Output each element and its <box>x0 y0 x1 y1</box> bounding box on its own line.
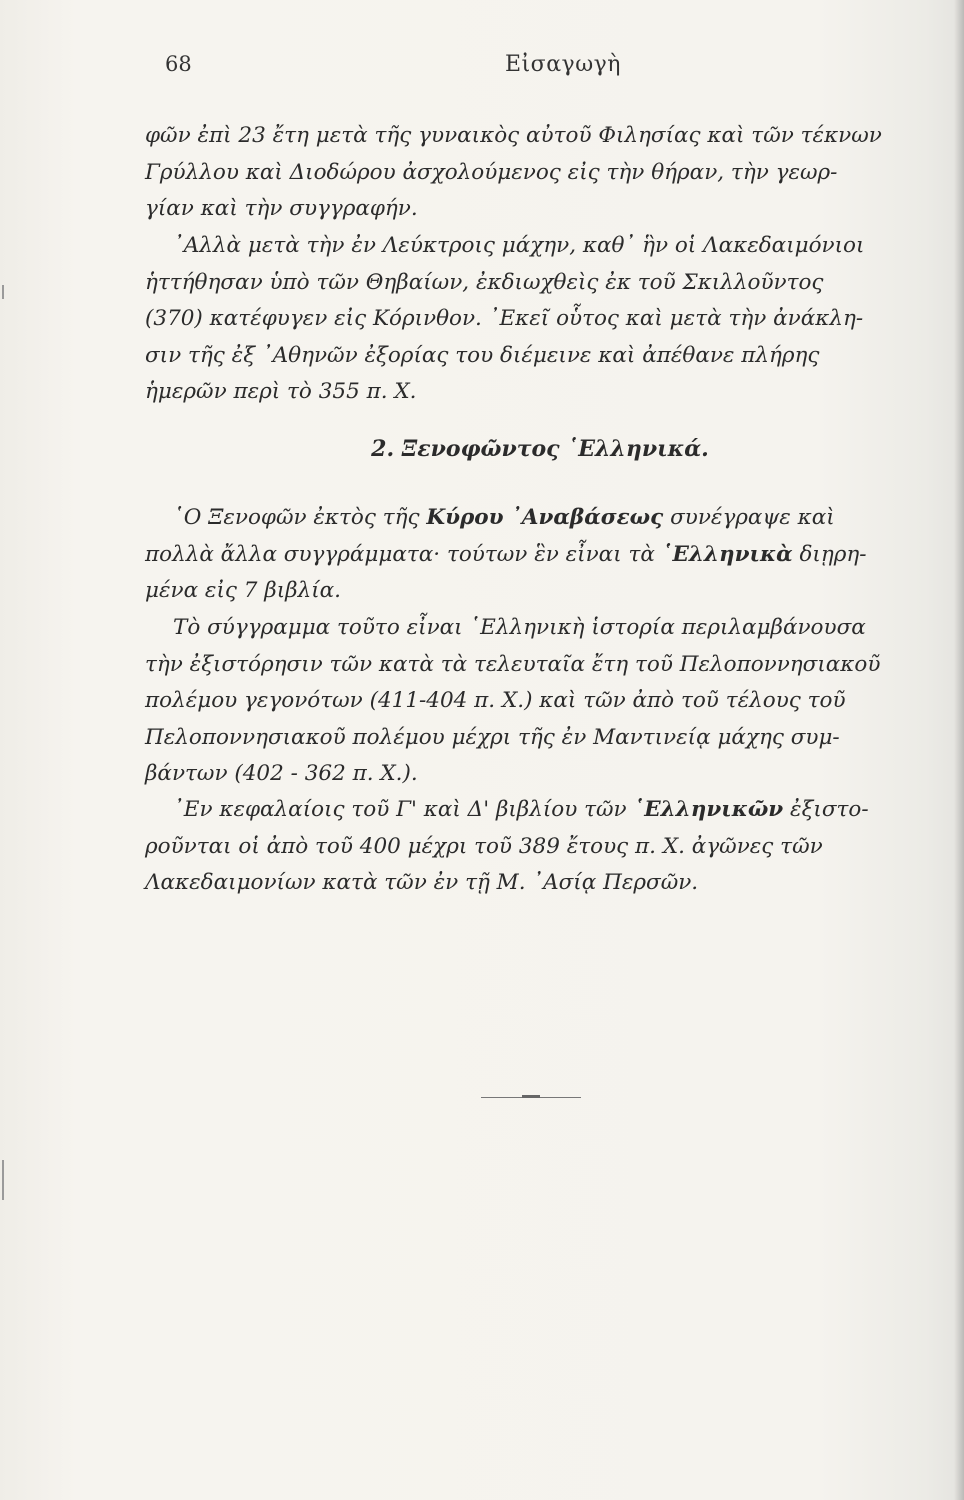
text-line <box>145 537 935 574</box>
page-number: 68 <box>165 52 192 76</box>
text-line: ροῦνται οἱ ἀπὸ τοῦ 400 μέχρι τοῦ 389 ἔτους π. Χ. ἀγῶνες τῶν <box>145 833 823 859</box>
paragraph-xenophon-works <box>145 500 935 610</box>
text-line: βάντων (402 - 362 π. Χ.). <box>145 761 418 786</box>
bold-title: ῾Ελληνικῶν <box>633 797 784 822</box>
text-segment: ᾿Εν κεφαλαίοις τοῦ Γ' καὶ Δ' βιβλίου τῶν <box>173 797 634 822</box>
text-line <box>145 500 935 537</box>
text-line: ἡττήθησαν ὑπὸ τῶν Θηβαίων, ἐκδιωχθεὶς ἐκ τοῦ Σκιλλοῦντος <box>145 269 824 295</box>
text-segment: ἐξιστο- <box>783 797 869 822</box>
text-line: Πελοποννησιακοῦ πολέμου μέχρι τῆς ἐν Μαντινείᾳ μάχης συμ- <box>145 724 840 750</box>
text-segment: πολλὰ ἄλλα συγγράμματα· τούτων ἓν εἶναι τὰ <box>145 541 662 567</box>
scan-mark <box>2 285 4 299</box>
text-line <box>145 792 935 829</box>
text-line: Λακεδαιμονίων κατὰ τῶν ἐν τῇ Μ. ᾿Ασίᾳ Περσῶν. <box>145 870 699 895</box>
section-title: Ξενοφῶντος ῾Ελληνικά. <box>401 436 709 462</box>
paragraph-books-summary <box>145 792 935 902</box>
paragraph-continuation <box>145 118 935 228</box>
text-line: μένα εἰς 7 βιβλία. <box>145 578 341 603</box>
paragraph-hellenica-content <box>145 610 935 793</box>
text-segment: ῾Ο Ξενοφῶν ἐκτὸς τῆς <box>173 505 427 530</box>
text-line: Γρύλλου καὶ Διοδώρου ἀσχολούμενος εἰς τὴν θήραν, τὴν γεωρ- <box>145 159 838 185</box>
text-line: ᾿Αλλὰ μετὰ τὴν ἐν Λεύκτροις μάχην, καθ᾿ ἣν οἱ Λακεδαιμόνιοι <box>173 233 865 258</box>
bold-title: ῾Ελληνικὰ <box>661 541 793 567</box>
paragraph-leuktra <box>145 228 935 411</box>
bold-title: Κύρου ᾿Αναβάσεως <box>426 505 664 530</box>
text-line: τὴν ἐξιστόρησιν τῶν κατὰ τὰ τελευταῖα ἔτη τοῦ Πελοποννησιακοῦ <box>145 651 881 677</box>
text-line: πολέμου γεγονότων (411-404 π. Χ.) καὶ τῶν ἀπὸ τοῦ τέλους τοῦ <box>145 688 846 713</box>
text-line: σιν τῆς ἐξ ᾿Αθηνῶν ἐξορίας του διέμεινε καὶ ἀπέθανε πλήρης <box>145 342 820 368</box>
section-number: 2. <box>371 436 395 462</box>
section-heading <box>145 436 935 462</box>
text-segment: συνέγραψε καὶ <box>663 505 835 530</box>
divider-ornament <box>522 1095 540 1098</box>
text-line: ἡμερῶν περὶ τὸ 355 π. Χ. <box>145 379 417 404</box>
scan-mark <box>2 1160 4 1200</box>
running-title: Εἰσαγωγὴ <box>505 52 621 77</box>
text-segment: διῃρη- <box>792 541 867 567</box>
page-edge-shadow <box>954 0 964 1500</box>
text-line: γίαν καὶ τὴν συγγραφήν. <box>145 196 418 221</box>
text-line: Τὸ σύγγραμμα τοῦτο εἶναι ῾Ελληνικὴ ἱστορία περιλαμβάνουσα <box>173 615 866 640</box>
page-header <box>165 52 905 86</box>
text-line: φῶν ἐπὶ 23 ἔτη μετὰ τῆς γυναικὸς αὐτοῦ Φιλησίας καὶ τῶν τέκνων <box>145 123 882 148</box>
text-line: (370) κατέφυγεν εἰς Κόρινθον. ᾿Εκεῖ οὗτος καὶ μετὰ τὴν ἀνάκλη- <box>145 306 864 331</box>
